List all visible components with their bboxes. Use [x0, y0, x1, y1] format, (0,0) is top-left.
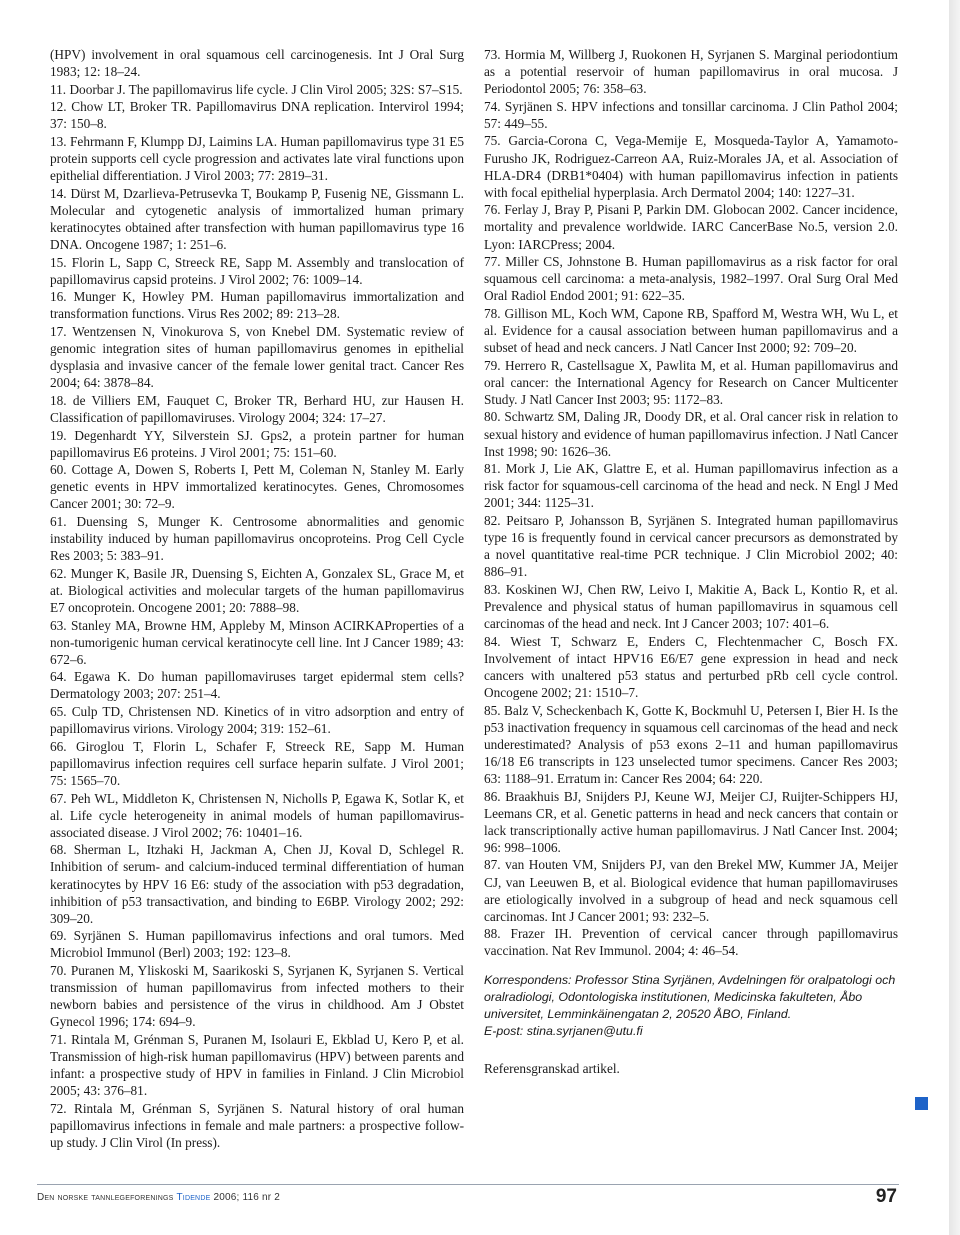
reference-entry: 66. Giroglou T, Florin L, Schafer F, Streeck RE, Sapp M. Human papillomavirus infection requires cell surface heparin sulfate. J Virol 2001; 75: 1565–70. [50, 738, 464, 788]
reference-entry: 12. Chow LT, Broker TR. Papillomavirus DNA replication. Intervirol 1994; 37: 150–8. [50, 99, 464, 132]
reference-entry: 19. Degenhardt YY, Silverstein SJ. Gps2, a protein partner for human papillomavirus E6 proteins. J Virol 2001; 75: 151–60. [50, 427, 464, 460]
reference-entry: 75. Garcia-Corona C, Vega-Memije E, Mosqueda-Taylor A, Yamamoto-Furusho JK, Rodriguez-Carreon AA, Ruiz-Morales JA, et al. Association of HLA-DR4 (DRB1*0404) with human papillomavirus infection in patients with focal epithelial hyperplasia. Arch Dermatol 2004; 140: 1227–31. [484, 133, 898, 200]
reference-entry: 77. Miller CS, Johnstone B. Human papillomavirus as a risk factor for oral squamous cell carcinoma: a meta-analysis, 1982–1997. Oral Surg Oral Med Oral Radiol Endod 2001; 91: 622–35. [484, 254, 898, 304]
reference-entry: 84. Wiest T, Schwarz E, Enders C, Flechtenmacher C, Bosch FX. Involvement of intact HPV16 E6/E7 gene expression in head and neck cancers with unaltered p53 status and perturbed pRb cell cycle control. Oncogene 2002; 21: 1510–7. [484, 633, 898, 700]
reference-column-left [50, 46, 464, 1152]
reference-entry: 74. Syrjänen S. HPV infections and tonsillar carcinoma. J Clin Pathol 2004; 57: 449–55. [484, 98, 898, 131]
reference-entry: 64. Egawa K. Do human papillomaviruses target epidermal stem cells? Dermatology 2003; 207: 251–4. [50, 669, 464, 702]
reference-entry: 71. Rintala M, Grénman S, Puranen M, Isolauri E, Ekblad U, Kero P, et al. Transmission of high-risk human papillomavirus (HPV) between parents and infant: a prospective study of HPV in families in Finland. J Clin Microbiol 2005; 43: 376–81. [50, 1031, 464, 1099]
reference-entry: 82. Peitsaro P, Johansson B, Syrjänen S. Integrated human papillomavirus type 16 is frequently found in cervical cancer precursors as demonstrated by a novel quantitative real-time PCR technique. J Clin Microbiol 2002; 40: 886–91. [484, 513, 898, 580]
page-number: 97 [875, 1186, 897, 1207]
correspondence-line: universitet, Lemminkäinengatan 2, 20520 ÅBO, Finland. [484, 1007, 792, 1022]
footer-journal-name: Tidende [176, 1192, 211, 1203]
reference-entry: 14. Dürst M, Dzarlieva-Petrusevka T, Boukamp P, Fusenig NE, Gissmann L. Molecular and cytogenetic analysis of immortalized human primary keratinocytes obtained after transfection with human papillomavirus type 16 DNA. Oncogene 1987; 1: 251–6. [50, 185, 464, 253]
reference-entry: 73. Hormia M, Willberg J, Ruokonen H, Syrjanen S. Marginal periodontium as a potential reservoir of human papillomavirus in oral mucosa. J Periodontol 2005; 76: 358–63. [484, 47, 898, 97]
correspondence-line: oralradiologi, Odontologiska institutionen, Medicinska fakulteten, Åbo [484, 990, 863, 1005]
footer-journal-title [37, 1192, 280, 1203]
reference-entry: 78. Gillison ML, Koch WM, Capone RB, Spafford M, Westra WH, Wu L, et al. Evidence for a causal association between human papillomavirus and a subset of head and neck cancers. J Natl Cancer Inst 2000; 92: 709–20. [484, 305, 898, 356]
reference-entry: 67. Peh WL, Middleton K, Christensen N, Nicholls P, Egawa K, Sotlar K, et al. Life cycle heterogeneity in animal models of human papillomavirus-associated disease. J Virol 2002; 76: 10401–16. [50, 790, 464, 840]
reference-entry: 80. Schwartz SM, Daling JR, Doody DR, et al. Oral cancer risk in relation to sexual history and evidence of human papillomavirus infection. J Natl Cancer Inst 1998; 90: 1626–36. [484, 409, 898, 459]
correspondence-block [484, 972, 898, 1040]
reference-entry: 85. Balz V, Scheckenbach K, Gotte K, Bockmuhl U, Petersen I, Bier H. Is the p53 inactivation frequency in squamous cell carcinomas of the head and neck underestimated? Analysis of p53 exons 2–11 and human papillomavirus 16/18 E6 transcripts in 123 unselected tumor specimens. Cancer Res 2003; 63: 1188–91. Erratum in: Cancer Res 2004; 64: 220. [484, 702, 898, 786]
reference-entry: 15. Florin L, Sapp C, Streeck RE, Sapp M. Assembly and translocation of papillomavirus capsid proteins. J Virol 2002; 76: 1009–14. [50, 254, 464, 287]
reference-entry: 68. Sherman L, Itzhaki H, Jackman A, Chen JJ, Koval D, Schlegel R. Inhibition of serum- and calcium-induced terminal differentiation of human keratinocytes by HPV 16 E6: study of the association with p53 degradation, inhibition of p53 transactivation, and binding to E6BP. Virology 2002; 292: 309–20. [50, 842, 464, 926]
reference-entry: 69. Syrjänen S. Human papillomavirus infections and oral tumors. Med Microbiol Immunol (Berl) 2003; 192: 123–8. [50, 928, 464, 961]
reference-entry: 13. Fehrmann F, Klumpp DJ, Laimins LA. Human papillomavirus type 31 E5 protein supports cell cycle progression and activates late viral functions upon epithelial differentiation. J Virol 2003; 77: 2819–31. [50, 133, 464, 184]
reference-entry: 86. Braakhuis BJ, Snijders PJ, Keune WJ, Meijer CJ, Ruijter-Schippers HJ, Leemans CR, et al. Genetic patterns in head and neck cancers that contain or lack transcriptionally active human papillomavirus. J Natl Cancer Inst. 2004; 96: 998–1006. [484, 788, 898, 855]
reference-entry: 76. Ferlay J, Bray P, Pisani P, Parkin DM. Globocan 2002. Cancer incidence, mortality and prevalence worldwide. IARC CancerBase No.5, version 2.0. Lyon: IARCPress; 2004. [484, 202, 898, 252]
reference-entry: 62. Munger K, Basile JR, Duensing S, Eichten A, Gonzalex SL, Grace M, et at. Biological activities and molecular targets of the human papillomavirus E7 oncoprotein. Oncogene 2001; 20: 7888–98. [50, 565, 464, 615]
reference-entry: 65. Culp TD, Christensen ND. Kinetics of in vitro adsorption and entry of papillomavirus virions. Virology 2004; 319: 152–61. [50, 704, 464, 737]
reference-column-right [484, 46, 898, 1078]
reference-list-right [484, 46, 898, 959]
footer-journal-issue: 2006; 116 nr 2 [213, 1192, 280, 1203]
correspondence-email: E-post: stina.syrjanen@utu.fi [484, 1024, 643, 1039]
reference-entry: 63. Stanley MA, Browne HM, Appleby M, Minson ACIRKAProperties of a non-tumorigenic human cervical keratinocyte cell line. Int J Cancer 1989; 43: 672–6. [50, 617, 464, 667]
reference-entry: 81. Mork J, Lie AK, Glattre E, et al. Human papillomavirus infection as a risk factor for squamous-cell carcinoma of the head and neck. N Engl J Med 2001; 344: 1125–31. [484, 461, 898, 511]
end-of-article-marker [915, 1097, 928, 1110]
correspondence-line: Korrespondens: Professor Stina Syrjänen, Avdelningen för oralpatologi och [484, 973, 896, 988]
reference-entry: 11. Doorbar J. The papillomavirus life cycle. J Clin Virol 2005; 32S: S7–S15. [50, 81, 463, 97]
reference-entry: 16. Munger K, Howley PM. Human papillomavirus immortalization and transformation functions. Virus Res 2002; 89: 213–28. [50, 289, 464, 322]
reference-entry: 83. Koskinen WJ, Chen RW, Leivo I, Makitie A, Back L, Kontio R, et al. Prevalence and physical status of human papillomavirus in squamous cell carcinomas of the head and neck. Int J Cancer 2003; 107: 401–6. [484, 581, 898, 632]
reference-entry: 61. Duensing S, Munger K. Centrosome abnormalities and genomic instability induced by human papillomavirus oncoproteins. Prog Cell Cycle Res 2003; 5: 383–91. [50, 514, 464, 564]
footer-journal-prefix: Den norske tannlegeforenings [37, 1192, 174, 1203]
reference-entry: 87. van Houten VM, Snijders PJ, van den Brekel MW, Kummer JA, Meijer CJ, van Leeuwen B, et al. Biological evidence that human papillomaviruses are etiologically involved in a subgroup of head and neck squamous cell carcinomas. Int J Cancer 2001; 93: 232–5. [484, 857, 898, 924]
reference-entry: 60. Cottage A, Dowen S, Roberts I, Pett M, Coleman N, Stanley M. Early genetic events in HPV immortalized keratinocytes. Genes, Chromosomes Cancer 2001; 30: 72–9. [50, 462, 464, 512]
peer-reviewed-note: Referensgranskad artikel. [484, 1061, 620, 1077]
reference-entry: 70. Puranen M, Yliskoski M, Saarikoski S, Syrjanen K, Syrjanen S. Vertical transmission of human papillomavirus from infected mothers to their newborn babies and persistence of the virus in childhood. Am J Obstet Gynecol 1996; 174: 694–9. [50, 962, 464, 1030]
reference-entry: 17. Wentzensen N, Vinokurova S, von Knebel DM. Systematic review of genomic integration sites of human papillomavirus genomes in epithelial dysplasia and invasive cancer of the female lower genital tract. Cancer Res 2004; 64: 3878–84. [50, 324, 464, 391]
reference-entry: 72. Rintala M, Grénman S, Syrjänen S. Natural history of oral human papillomavirus infections in female and male partners: a prospective follow-up study. J Clin Virol (In press). [50, 1100, 464, 1150]
reference-entry: (HPV) involvement in oral squamous cell carcinogenesis. Int J Oral Surg 1983; 12: 18–24. [50, 47, 464, 80]
page-edge-strip [949, 0, 960, 1235]
reference-entry: 18. de Villiers EM, Fauquet C, Broker TR, Berhard HU, zur Hausen H. Classification of papillomaviruses. Virology 2004; 324: 17–27. [50, 392, 464, 425]
footer-divider [37, 1184, 899, 1185]
reference-entry: 79. Herrero R, Castellsague X, Pawlita M, et al. Human papillomavirus and oral cancer: the International Agency for Research on Cancer Multicenter Study. J Natl Cancer Inst 2003; 95: 1172–83. [484, 357, 898, 407]
reference-entry: 88. Frazer IH. Prevention of cervical cancer through papillomavirus vaccination. Nat Rev Immunol. 2004; 4: 46–54. [484, 926, 898, 959]
